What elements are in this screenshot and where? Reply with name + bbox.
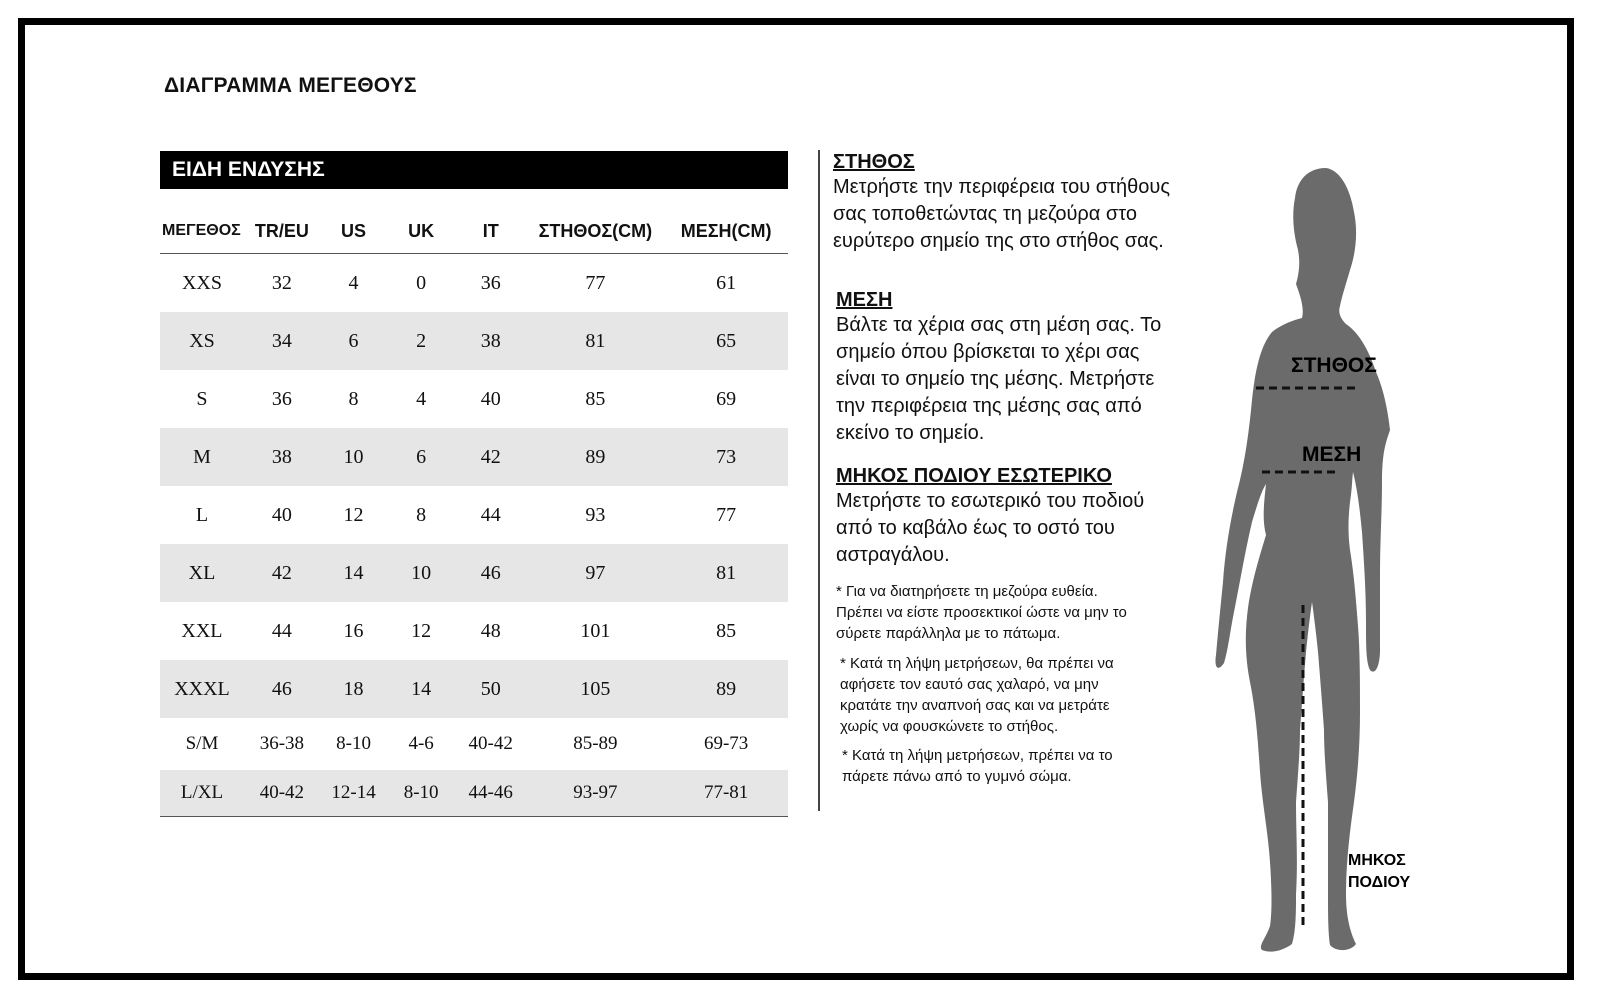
- table-row: [160, 254, 788, 313]
- table-row: [160, 370, 788, 428]
- bust-line: ευρύτερο σημείο της στο στήθος σας.: [833, 230, 1164, 252]
- table-cell: 10: [387, 544, 455, 602]
- note-line: * Κατά τη λήψη μετρήσεων, πρέπει να το: [842, 747, 1113, 764]
- table-cell: 77-81: [664, 770, 788, 817]
- note-line: σύρετε παράλληλα με το πάτωμα.: [836, 625, 1061, 642]
- table-cell: S/M: [185, 733, 219, 754]
- table-cell: XS: [160, 312, 244, 370]
- category-bar: ΕΙΔΗ ΕΝΔΥΣΗΣ: [160, 151, 788, 189]
- table-cell: 93: [585, 503, 606, 526]
- table-cell: 65: [664, 312, 788, 370]
- inseam-label-line: ΜΗΚΟΣ: [1348, 852, 1406, 869]
- table-cell: 8: [416, 503, 427, 526]
- table-cell: 85: [716, 619, 737, 642]
- table-row: [160, 602, 788, 660]
- waist-line: Βάλτε τα χέρια σας στη μέση σας. Το: [836, 314, 1162, 336]
- table-cell: 101: [580, 619, 611, 642]
- table-cell: 85: [585, 387, 606, 410]
- table-cell: 16: [343, 619, 364, 642]
- table-cell: 81: [527, 312, 665, 370]
- table-cell: 18: [320, 660, 388, 718]
- waist-heading: ΜΕΣΗ: [836, 289, 893, 311]
- table-cell: 12-14: [320, 770, 388, 817]
- table-cell: 4: [348, 271, 359, 294]
- table-cell: 77: [716, 503, 737, 526]
- table-cell: 8-10: [387, 770, 455, 817]
- note-1: [836, 581, 1166, 644]
- table-cell: 69-73: [703, 733, 749, 754]
- table-cell: 73: [664, 428, 788, 486]
- table-row: [160, 770, 788, 817]
- table-cell: 42: [455, 428, 527, 486]
- note-line: * Για να διατηρήσετε τη μεζούρα ευθεία.: [836, 583, 1098, 600]
- table-cell: 4: [416, 387, 427, 410]
- table-cell: 40-42: [468, 733, 513, 754]
- table-cell: 8: [348, 387, 359, 410]
- column-divider: [818, 150, 820, 811]
- table-row: [160, 544, 788, 602]
- note-line: κρατάτε την αναπνοή σας και να μετράτε: [840, 697, 1110, 714]
- table-header-row: [160, 209, 788, 254]
- waist-label: ΜΕΣΗ: [1302, 443, 1362, 466]
- inseam-line: αστραγάλου.: [836, 544, 950, 566]
- table-row: [160, 718, 788, 770]
- table-cell: 38: [244, 428, 320, 486]
- header-uk: UK: [387, 209, 455, 254]
- note-line: αφήσετε τον εαυτό σας χαλαρό, να μην: [840, 676, 1099, 693]
- table-cell: 81: [664, 544, 788, 602]
- header-us: US: [320, 209, 388, 254]
- table-cell: 93-97: [527, 770, 665, 817]
- table-cell: 6: [320, 312, 388, 370]
- waist-line: είναι το σημείο της μέσης. Μετρήστε: [836, 368, 1155, 390]
- table-cell: 12: [343, 503, 364, 526]
- inseam-heading: ΜΗΚΟΣ ΠΟΔΙΟΥ ΕΣΩΤΕΡΙΚΟ: [836, 465, 1112, 487]
- size-table: [160, 209, 788, 817]
- bust-label: ΣΤΗΘΟΣ: [1291, 354, 1377, 377]
- table-cell: 8-10: [336, 733, 371, 754]
- waist-line: σημείο όπου βρίσκεται το χέρι σας: [836, 341, 1140, 363]
- table-cell: 97: [527, 544, 665, 602]
- table-cell: 42: [244, 544, 320, 602]
- note-3: [842, 745, 1172, 787]
- table-cell: 77: [585, 271, 606, 294]
- waist-line: την περιφέρεια της μέσης σας από: [836, 395, 1142, 417]
- table-cell: 61: [716, 271, 737, 294]
- table-cell: 0: [416, 271, 427, 294]
- table-cell: XL: [160, 544, 244, 602]
- table-body: [160, 254, 788, 817]
- table-cell: XXXL: [160, 660, 244, 718]
- table-cell: 89: [527, 428, 665, 486]
- body-silhouette: [1200, 150, 1460, 960]
- table-cell: 34: [244, 312, 320, 370]
- note-line: * Κατά τη λήψη μετρήσεων, θα πρέπει να: [840, 655, 1114, 672]
- table-cell: 2: [387, 312, 455, 370]
- table-cell: XXS: [181, 271, 222, 294]
- inseam-label-line: ΠΟΔΙΟΥ: [1348, 874, 1411, 891]
- table-cell: 85-89: [573, 733, 618, 754]
- table-cell: 105: [527, 660, 665, 718]
- inseam-line: από το καβάλο έως το οστό του: [836, 517, 1115, 539]
- note-line: Πρέπει να είστε προσεκτικοί ώστε να μην το: [836, 604, 1127, 621]
- page-title: ΔΙΑΓΡΑΜΜΑ ΜΕΓΕΘΟΥΣ: [164, 74, 417, 97]
- table-cell: S: [196, 387, 208, 410]
- bust-line: Μετρήστε την περιφέρεια του στήθους: [833, 176, 1170, 198]
- note-2: [840, 653, 1170, 737]
- table-cell: 4-6: [408, 733, 434, 754]
- table-cell: 44: [271, 619, 292, 642]
- table-cell: 32: [271, 271, 292, 294]
- note-line: χωρίς να φουσκώνετε το στήθος.: [840, 718, 1059, 735]
- table-cell: 50: [455, 660, 527, 718]
- table-cell: 6: [387, 428, 455, 486]
- table-row: [160, 312, 788, 370]
- table-cell: 38: [455, 312, 527, 370]
- table-row: [160, 428, 788, 486]
- table-cell: 40: [271, 503, 292, 526]
- header-size: ΜΕΓΕΘΟΣ: [160, 209, 244, 254]
- silhouette-shape: [1215, 168, 1390, 952]
- inseam-label: [1348, 850, 1438, 894]
- table-cell: 44: [480, 503, 501, 526]
- table-cell: 46: [455, 544, 527, 602]
- table-cell: M: [160, 428, 244, 486]
- table-cell: L/XL: [160, 770, 244, 817]
- table-row: [160, 486, 788, 544]
- header-tr-eu: TR/EU: [244, 209, 320, 254]
- bust-heading: ΣΤΗΘΟΣ: [833, 151, 915, 173]
- table-row: [160, 660, 788, 718]
- table-cell: L: [195, 503, 209, 526]
- table-cell: 14: [320, 544, 388, 602]
- table-cell: 36-38: [259, 733, 305, 754]
- note-line: πάρετε πάνω από το γυμνό σώμα.: [842, 768, 1072, 785]
- table-cell: 10: [320, 428, 388, 486]
- inseam-instructions: [836, 464, 1206, 569]
- header-it: IT: [455, 209, 527, 254]
- table-cell: 89: [664, 660, 788, 718]
- header-bust: ΣΤΗΘΟΣ(CM): [527, 209, 665, 254]
- bust-line: σας τοποθετώντας τη μεζούρα στο: [833, 203, 1137, 225]
- table-cell: 44-46: [455, 770, 527, 817]
- header-waist: ΜΕΣΗ(CM): [664, 209, 788, 254]
- inseam-line: Μετρήστε το εσωτερικό του ποδιού: [836, 490, 1145, 512]
- table-cell: 46: [244, 660, 320, 718]
- waist-instructions: [836, 288, 1206, 447]
- bust-instructions: [833, 150, 1203, 255]
- table-cell: 36: [271, 387, 292, 410]
- table-cell: 36: [480, 271, 501, 294]
- table-cell: 14: [387, 660, 455, 718]
- table-cell: 69: [716, 387, 737, 410]
- table-cell: XXL: [181, 619, 223, 642]
- table-cell: 40: [480, 387, 501, 410]
- table-cell: 40-42: [244, 770, 320, 817]
- table-cell: 12: [411, 619, 432, 642]
- waist-line: εκείνο το σημείο.: [836, 422, 985, 444]
- table-cell: 48: [480, 619, 501, 642]
